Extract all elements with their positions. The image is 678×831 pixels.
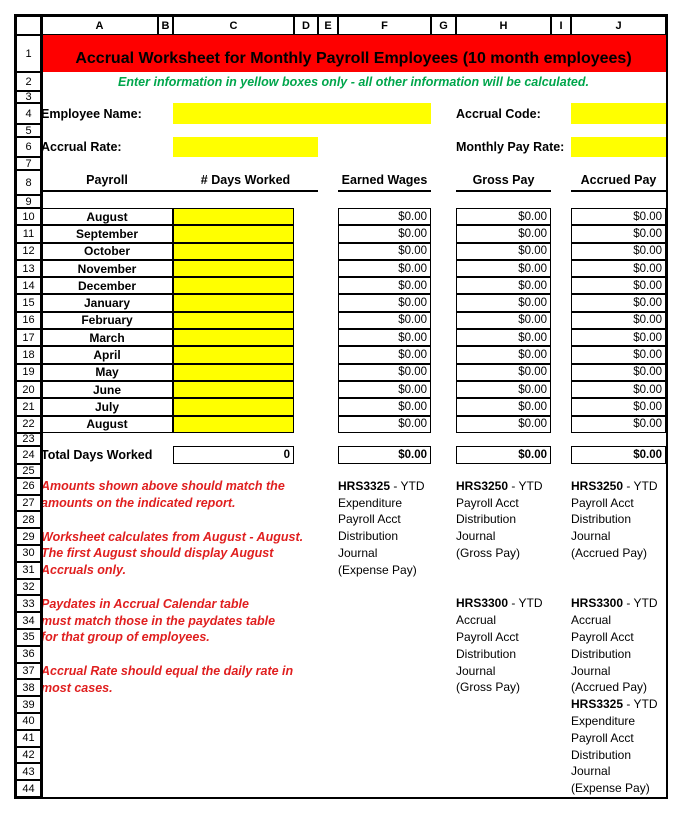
- note-line: Paydates in Accrual Calendar table: [41, 596, 249, 611]
- month-cell: April: [41, 346, 173, 363]
- days-worked-input[interactable]: [173, 225, 294, 242]
- earned-wages-cell: $0.00: [338, 329, 431, 346]
- gross-pay-cell: $0.00: [456, 208, 551, 225]
- row-number: 30: [16, 545, 41, 562]
- row-number: 34: [16, 612, 41, 629]
- row-number: 10: [16, 208, 41, 225]
- row-number: 32: [16, 579, 41, 596]
- total-accrued-cell: $0.00: [571, 446, 666, 464]
- row-number: 25: [16, 464, 41, 478]
- month-cell: August: [41, 208, 173, 225]
- row-number: 40: [16, 713, 41, 730]
- gross-pay-cell: $0.00: [456, 364, 551, 381]
- accrued-pay-cell: $0.00: [571, 398, 666, 415]
- row-number: 35: [16, 629, 41, 646]
- column-letter: F: [338, 16, 431, 35]
- row-number: 13: [16, 260, 41, 277]
- hrs-note-gross-pay-1: HRS3250 - YTD Payroll Acct Distribution Journal (Gross Pay): [456, 478, 543, 561]
- accrued-pay-cell: $0.00: [571, 243, 666, 260]
- row-number: 23: [16, 433, 41, 446]
- gross-pay-cell: $0.00: [456, 243, 551, 260]
- month-cell: February: [41, 312, 173, 329]
- accrual-code-input[interactable]: [571, 103, 666, 124]
- gross-pay-cell: $0.00: [456, 381, 551, 398]
- days-worked-input[interactable]: [173, 260, 294, 277]
- row-number: 8: [16, 170, 41, 195]
- earned-wages-cell: $0.00: [338, 260, 431, 277]
- row-number: 29: [16, 528, 41, 545]
- note-line: amounts on the indicated report.: [41, 496, 236, 511]
- total-gross-cell: $0.00: [456, 446, 551, 464]
- row-number: 11: [16, 225, 41, 242]
- row-number: 31: [16, 562, 41, 579]
- row-number: 4: [16, 103, 41, 124]
- row-number: 28: [16, 511, 41, 528]
- earned-wages-cell: $0.00: [338, 225, 431, 242]
- row-number: 9: [16, 195, 41, 208]
- row-number: 20: [16, 381, 41, 398]
- worksheet: [14, 14, 668, 799]
- row-number: 15: [16, 294, 41, 311]
- hrs-note-expense-pay-j: HRS3325 - YTD Expenditure Payroll Acct Distribution Journal (Expense Pay): [571, 697, 658, 796]
- row-number: 5: [16, 124, 41, 137]
- row-number: 12: [16, 243, 41, 260]
- earned-wages-cell: $0.00: [338, 277, 431, 294]
- days-worked-input[interactable]: [173, 398, 294, 415]
- column-letter: I: [551, 16, 571, 35]
- header-days-worked: # Days Worked: [173, 170, 318, 192]
- instruction-text: Enter information in yellow boxes only - all other information will be calculated.: [118, 74, 589, 89]
- accrued-pay-cell: $0.00: [571, 277, 666, 294]
- row-number: 44: [16, 780, 41, 797]
- month-cell: July: [41, 398, 173, 415]
- month-cell: December: [41, 277, 173, 294]
- row-number: 21: [16, 398, 41, 415]
- gross-pay-cell: $0.00: [456, 416, 551, 433]
- note-line: Worksheet calculates from August - August.: [41, 529, 304, 544]
- days-worked-input[interactable]: [173, 243, 294, 260]
- earned-wages-cell: $0.00: [338, 294, 431, 311]
- days-worked-input[interactable]: [173, 208, 294, 225]
- row-number: 38: [16, 679, 41, 696]
- gutter-divider: [41, 16, 43, 797]
- worksheet-title: Accrual Worksheet for Monthly Payroll Employees (10 month employees): [41, 35, 666, 72]
- column-letter: E: [318, 16, 338, 35]
- gross-pay-cell: $0.00: [456, 294, 551, 311]
- accrued-pay-cell: $0.00: [571, 294, 666, 311]
- note-line: must match those in the paydates table: [41, 613, 276, 628]
- accrual-rate-label: Accrual Rate:: [41, 140, 122, 154]
- row-number: 22: [16, 416, 41, 433]
- monthly-pay-rate-input[interactable]: [571, 137, 666, 157]
- hrs-note-accrued-pay-2: HRS3300 - YTD Accrual Payroll Acct Distribution Journal (Accrued Pay): [571, 596, 658, 695]
- select-all-corner: [16, 16, 41, 35]
- row-number: 42: [16, 747, 41, 764]
- header-payroll: Payroll: [41, 170, 173, 192]
- accrued-pay-cell: $0.00: [571, 208, 666, 225]
- column-letter: H: [456, 16, 551, 35]
- earned-wages-cell: $0.00: [338, 346, 431, 363]
- earned-wages-cell: $0.00: [338, 381, 431, 398]
- month-cell: September: [41, 225, 173, 242]
- accrued-pay-cell: $0.00: [571, 312, 666, 329]
- row-number: 26: [16, 478, 41, 495]
- earned-wages-cell: $0.00: [338, 243, 431, 260]
- row-number: 43: [16, 763, 41, 780]
- days-worked-input[interactable]: [173, 364, 294, 381]
- gross-pay-cell: $0.00: [456, 277, 551, 294]
- note-line: The first August should display August: [41, 546, 274, 561]
- column-letter: A: [41, 16, 158, 35]
- header-gross-pay: Gross Pay: [456, 170, 551, 192]
- row-number: 6: [16, 137, 41, 157]
- days-worked-input[interactable]: [173, 294, 294, 311]
- days-worked-input[interactable]: [173, 416, 294, 433]
- row-number: 3: [16, 91, 41, 103]
- accrued-pay-cell: $0.00: [571, 225, 666, 242]
- gross-pay-cell: $0.00: [456, 260, 551, 277]
- earned-wages-cell: $0.00: [338, 416, 431, 433]
- note-line: most cases.: [41, 680, 113, 695]
- hrs-note-accrued-pay-1: HRS3250 - YTD Payroll Acct Distribution Journal (Accrued Pay): [571, 478, 658, 561]
- header-earned-wages: Earned Wages: [338, 170, 431, 192]
- hrs-note-expense-pay-f: HRS3325 - YTD Expenditure Payroll Acct Distribution Journal (Expense Pay): [338, 478, 425, 577]
- row-number: 2: [16, 72, 41, 91]
- note-line: Amounts shown above should match the: [41, 479, 285, 494]
- row-number: 36: [16, 646, 41, 663]
- column-letter: B: [158, 16, 173, 35]
- accrual-rate-input[interactable]: [173, 137, 318, 157]
- row-number: 18: [16, 346, 41, 363]
- row-number: 41: [16, 730, 41, 747]
- row-number: 27: [16, 495, 41, 512]
- month-cell: November: [41, 260, 173, 277]
- days-worked-input[interactable]: [173, 329, 294, 346]
- row-number: 19: [16, 364, 41, 381]
- earned-wages-cell: $0.00: [338, 312, 431, 329]
- row-number: 16: [16, 312, 41, 329]
- column-letter: C: [173, 16, 294, 35]
- accrued-pay-cell: $0.00: [571, 346, 666, 363]
- month-cell: May: [41, 364, 173, 381]
- column-letter: D: [294, 16, 318, 35]
- earned-wages-cell: $0.00: [338, 398, 431, 415]
- days-worked-input[interactable]: [173, 381, 294, 398]
- monthly-pay-rate-label: Monthly Pay Rate:: [456, 140, 565, 154]
- total-earned-cell: $0.00: [338, 446, 431, 464]
- row-number: 7: [16, 157, 41, 170]
- accrued-pay-cell: $0.00: [571, 416, 666, 433]
- hrs-note-gross-pay-2: HRS3300 - YTD Accrual Payroll Acct Distribution Journal (Gross Pay): [456, 596, 543, 695]
- month-cell: October: [41, 243, 173, 260]
- row-number: 33: [16, 595, 41, 612]
- earned-wages-cell: $0.00: [338, 364, 431, 381]
- employee-name-input[interactable]: [173, 103, 431, 124]
- accrued-pay-cell: $0.00: [571, 260, 666, 277]
- gross-pay-cell: $0.00: [456, 312, 551, 329]
- gross-pay-cell: $0.00: [456, 346, 551, 363]
- total-days-cell: 0: [173, 446, 294, 464]
- row-number: 24: [16, 446, 41, 464]
- month-cell: March: [41, 329, 173, 346]
- accrued-pay-cell: $0.00: [571, 381, 666, 398]
- month-cell: June: [41, 381, 173, 398]
- gross-pay-cell: $0.00: [456, 225, 551, 242]
- column-letter: G: [431, 16, 456, 35]
- employee-name-label: Employee Name:: [41, 106, 142, 121]
- total-days-label: Total Days Worked: [41, 447, 153, 462]
- row-number: 37: [16, 663, 41, 680]
- note-line: Accruals only.: [41, 563, 126, 578]
- row-number: 14: [16, 277, 41, 294]
- gross-pay-cell: $0.00: [456, 329, 551, 346]
- note-line: Accrual Rate should equal the daily rate in: [41, 664, 294, 679]
- row-number: 1: [16, 35, 41, 72]
- accrued-pay-cell: $0.00: [571, 329, 666, 346]
- month-cell: January: [41, 294, 173, 311]
- header-accrued-pay: Accrued Pay: [571, 170, 666, 192]
- gross-pay-cell: $0.00: [456, 398, 551, 415]
- row-number: 39: [16, 696, 41, 713]
- note-line: for that group of employees.: [41, 630, 210, 645]
- days-worked-input[interactable]: [173, 346, 294, 363]
- month-cell: August: [41, 416, 173, 433]
- row-number: 17: [16, 329, 41, 346]
- accrual-code-label: Accrual Code:: [456, 106, 541, 121]
- days-worked-input[interactable]: [173, 277, 294, 294]
- days-worked-input[interactable]: [173, 312, 294, 329]
- accrued-pay-cell: $0.00: [571, 364, 666, 381]
- earned-wages-cell: $0.00: [338, 208, 431, 225]
- column-letter: J: [571, 16, 666, 35]
